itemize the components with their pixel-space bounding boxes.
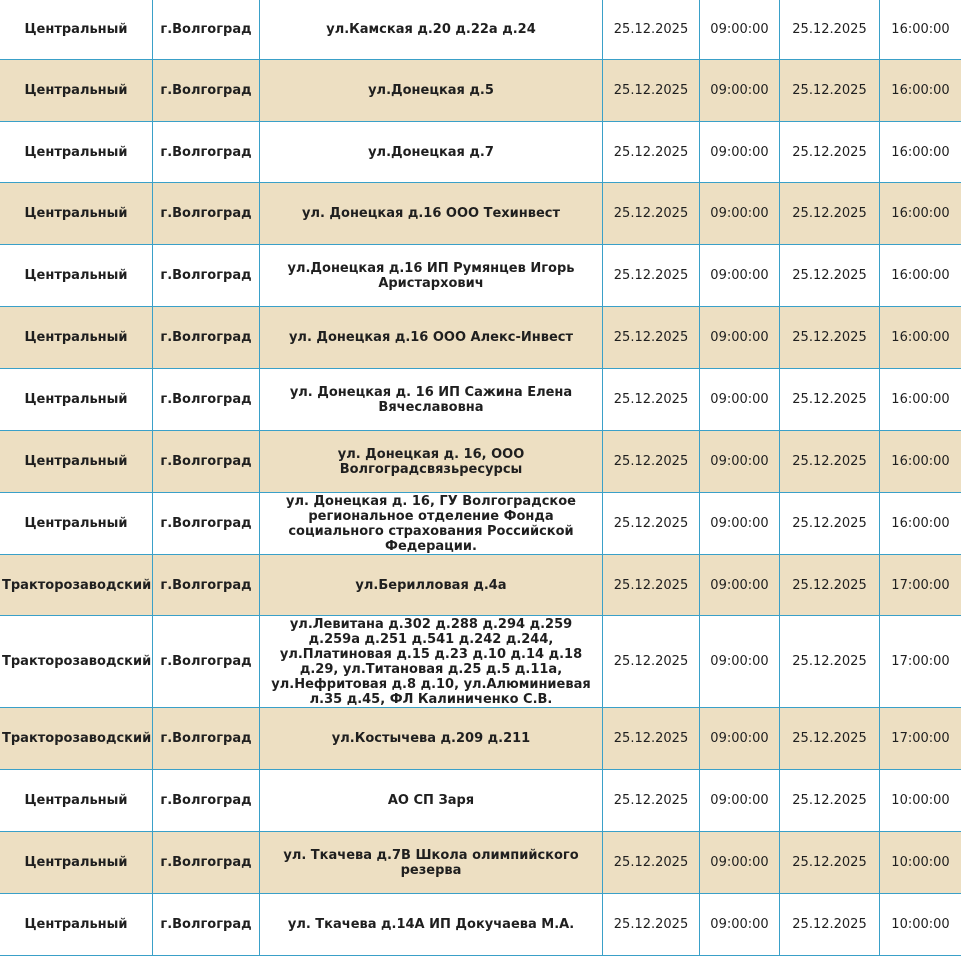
start-date-cell: 25.12.2025 — [603, 616, 700, 708]
start-time-cell: 09:00:00 — [700, 122, 780, 183]
address-cell: ул.Левитана д.302 д.288 д.294 д.259 д.259а д.251 д.541 д.242 д.244, ул.Платиновая д.15 д.23 д.10 д.14 д.18 д.29, ул.Титановая д.25 д.5 д.11а, ул.Нефритовая д.8 д.10, ул.Алюминиевая л.35 д.45, ФЛ Калиниченко С.В. — [260, 616, 603, 708]
district-cell: Тракторозаводский — [0, 616, 153, 708]
city-cell: г.Волгоград — [153, 431, 260, 493]
city-cell: г.Волгоград — [153, 122, 260, 183]
address-cell: ул. Донецкая д.16 ООО Алекс-Инвест — [260, 307, 603, 369]
district-cell: Тракторозаводский — [0, 555, 153, 616]
end-date-cell: 25.12.2025 — [780, 183, 880, 245]
start-time-cell: 09:00:00 — [700, 555, 780, 616]
end-date-cell: 25.12.2025 — [780, 369, 880, 431]
end-date-cell: 25.12.2025 — [780, 708, 880, 770]
end-time-cell: 10:00:00 — [880, 770, 961, 832]
district-cell: Центральный — [0, 493, 153, 555]
table-row — [0, 832, 961, 894]
district-cell: Центральный — [0, 894, 153, 956]
start-date-cell: 25.12.2025 — [603, 832, 700, 894]
table-row — [0, 493, 961, 555]
end-date-cell: 25.12.2025 — [780, 770, 880, 832]
start-time-cell: 09:00:00 — [700, 894, 780, 956]
end-time-cell: 16:00:00 — [880, 122, 961, 183]
city-cell: г.Волгоград — [153, 555, 260, 616]
city-cell: г.Волгоград — [153, 832, 260, 894]
start-date-cell: 25.12.2025 — [603, 555, 700, 616]
end-time-cell: 16:00:00 — [880, 245, 961, 307]
start-date-cell: 25.12.2025 — [603, 708, 700, 770]
district-cell: Центральный — [0, 832, 153, 894]
start-time-cell: 09:00:00 — [700, 616, 780, 708]
end-date-cell: 25.12.2025 — [780, 0, 880, 60]
start-date-cell: 25.12.2025 — [603, 770, 700, 832]
address-cell: ул.Донецкая д.7 — [260, 122, 603, 183]
district-cell: Центральный — [0, 307, 153, 369]
table-row — [0, 894, 961, 956]
district-cell: Центральный — [0, 245, 153, 307]
district-cell: Центральный — [0, 431, 153, 493]
end-date-cell: 25.12.2025 — [780, 832, 880, 894]
end-time-cell: 16:00:00 — [880, 431, 961, 493]
start-time-cell: 09:00:00 — [700, 183, 780, 245]
end-time-cell: 17:00:00 — [880, 555, 961, 616]
end-time-cell: 16:00:00 — [880, 493, 961, 555]
district-cell: Центральный — [0, 183, 153, 245]
table-row — [0, 431, 961, 493]
end-time-cell: 16:00:00 — [880, 307, 961, 369]
city-cell: г.Волгоград — [153, 60, 260, 122]
address-cell: ул.Костычева д.209 д.211 — [260, 708, 603, 770]
start-time-cell: 09:00:00 — [700, 431, 780, 493]
table-row — [0, 60, 961, 122]
address-cell: ул. Ткачева д.7В Школа олимпийского резерва — [260, 832, 603, 894]
city-cell: г.Волгоград — [153, 369, 260, 431]
start-time-cell: 09:00:00 — [700, 60, 780, 122]
address-cell: ул. Ткачева д.14А ИП Докучаева М.А. — [260, 894, 603, 956]
end-date-cell: 25.12.2025 — [780, 616, 880, 708]
end-date-cell: 25.12.2025 — [780, 307, 880, 369]
address-cell: ул.Донецкая д.5 — [260, 60, 603, 122]
end-time-cell: 17:00:00 — [880, 616, 961, 708]
start-time-cell: 09:00:00 — [700, 245, 780, 307]
start-date-cell: 25.12.2025 — [603, 0, 700, 60]
address-cell: ул.Камская д.20 д.22а д.24 — [260, 0, 603, 60]
address-cell: ул.Берилловая д.4а — [260, 555, 603, 616]
start-time-cell: 09:00:00 — [700, 369, 780, 431]
end-date-cell: 25.12.2025 — [780, 60, 880, 122]
district-cell: Тракторозаводский — [0, 708, 153, 770]
district-cell: Центральный — [0, 0, 153, 60]
start-date-cell: 25.12.2025 — [603, 183, 700, 245]
end-time-cell: 16:00:00 — [880, 183, 961, 245]
district-cell: Центральный — [0, 122, 153, 183]
start-date-cell: 25.12.2025 — [603, 60, 700, 122]
table-row — [0, 183, 961, 245]
table-row — [0, 122, 961, 183]
start-time-cell: 09:00:00 — [700, 0, 780, 60]
end-time-cell: 16:00:00 — [880, 60, 961, 122]
start-time-cell: 09:00:00 — [700, 708, 780, 770]
table-row — [0, 245, 961, 307]
end-date-cell: 25.12.2025 — [780, 555, 880, 616]
table-row — [0, 555, 961, 616]
end-date-cell: 25.12.2025 — [780, 493, 880, 555]
end-time-cell: 10:00:00 — [880, 832, 961, 894]
address-cell: ул. Донецкая д. 16 ИП Сажина Елена Вячеславовна — [260, 369, 603, 431]
city-cell: г.Волгоград — [153, 493, 260, 555]
start-time-cell: 09:00:00 — [700, 493, 780, 555]
table-row — [0, 616, 961, 708]
start-time-cell: 09:00:00 — [700, 832, 780, 894]
start-date-cell: 25.12.2025 — [603, 307, 700, 369]
city-cell: г.Волгоград — [153, 0, 260, 60]
end-date-cell: 25.12.2025 — [780, 245, 880, 307]
start-date-cell: 25.12.2025 — [603, 369, 700, 431]
address-cell: ул. Донецкая д.16 ООО Техинвест — [260, 183, 603, 245]
city-cell: г.Волгоград — [153, 770, 260, 832]
address-cell: ул.Донецкая д.16 ИП Румянцев Игорь Аристархович — [260, 245, 603, 307]
start-date-cell: 25.12.2025 — [603, 245, 700, 307]
start-date-cell: 25.12.2025 — [603, 894, 700, 956]
end-time-cell: 17:00:00 — [880, 708, 961, 770]
district-cell: Центральный — [0, 770, 153, 832]
district-cell: Центральный — [0, 60, 153, 122]
start-time-cell: 09:00:00 — [700, 770, 780, 832]
end-time-cell: 10:00:00 — [880, 894, 961, 956]
city-cell: г.Волгоград — [153, 183, 260, 245]
city-cell: г.Волгоград — [153, 708, 260, 770]
city-cell: г.Волгоград — [153, 245, 260, 307]
table-row — [0, 770, 961, 832]
city-cell: г.Волгоград — [153, 894, 260, 956]
table-row — [0, 307, 961, 369]
start-date-cell: 25.12.2025 — [603, 122, 700, 183]
table-row — [0, 708, 961, 770]
end-date-cell: 25.12.2025 — [780, 122, 880, 183]
address-cell: АО СП Заря — [260, 770, 603, 832]
address-cell: ул. Донецкая д. 16, ООО Волгоградсвязьресурсы — [260, 431, 603, 493]
end-date-cell: 25.12.2025 — [780, 894, 880, 956]
end-date-cell: 25.12.2025 — [780, 431, 880, 493]
district-cell: Центральный — [0, 369, 153, 431]
end-time-cell: 16:00:00 — [880, 0, 961, 60]
city-cell: г.Волгоград — [153, 307, 260, 369]
start-time-cell: 09:00:00 — [700, 307, 780, 369]
start-date-cell: 25.12.2025 — [603, 493, 700, 555]
table-row — [0, 0, 961, 60]
table-row — [0, 369, 961, 431]
address-cell: ул. Донецкая д. 16, ГУ Волгоградское региональное отделение Фонда социального страхования Российской Федерации. — [260, 493, 603, 555]
end-time-cell: 16:00:00 — [880, 369, 961, 431]
city-cell: г.Волгоград — [153, 616, 260, 708]
start-date-cell: 25.12.2025 — [603, 431, 700, 493]
